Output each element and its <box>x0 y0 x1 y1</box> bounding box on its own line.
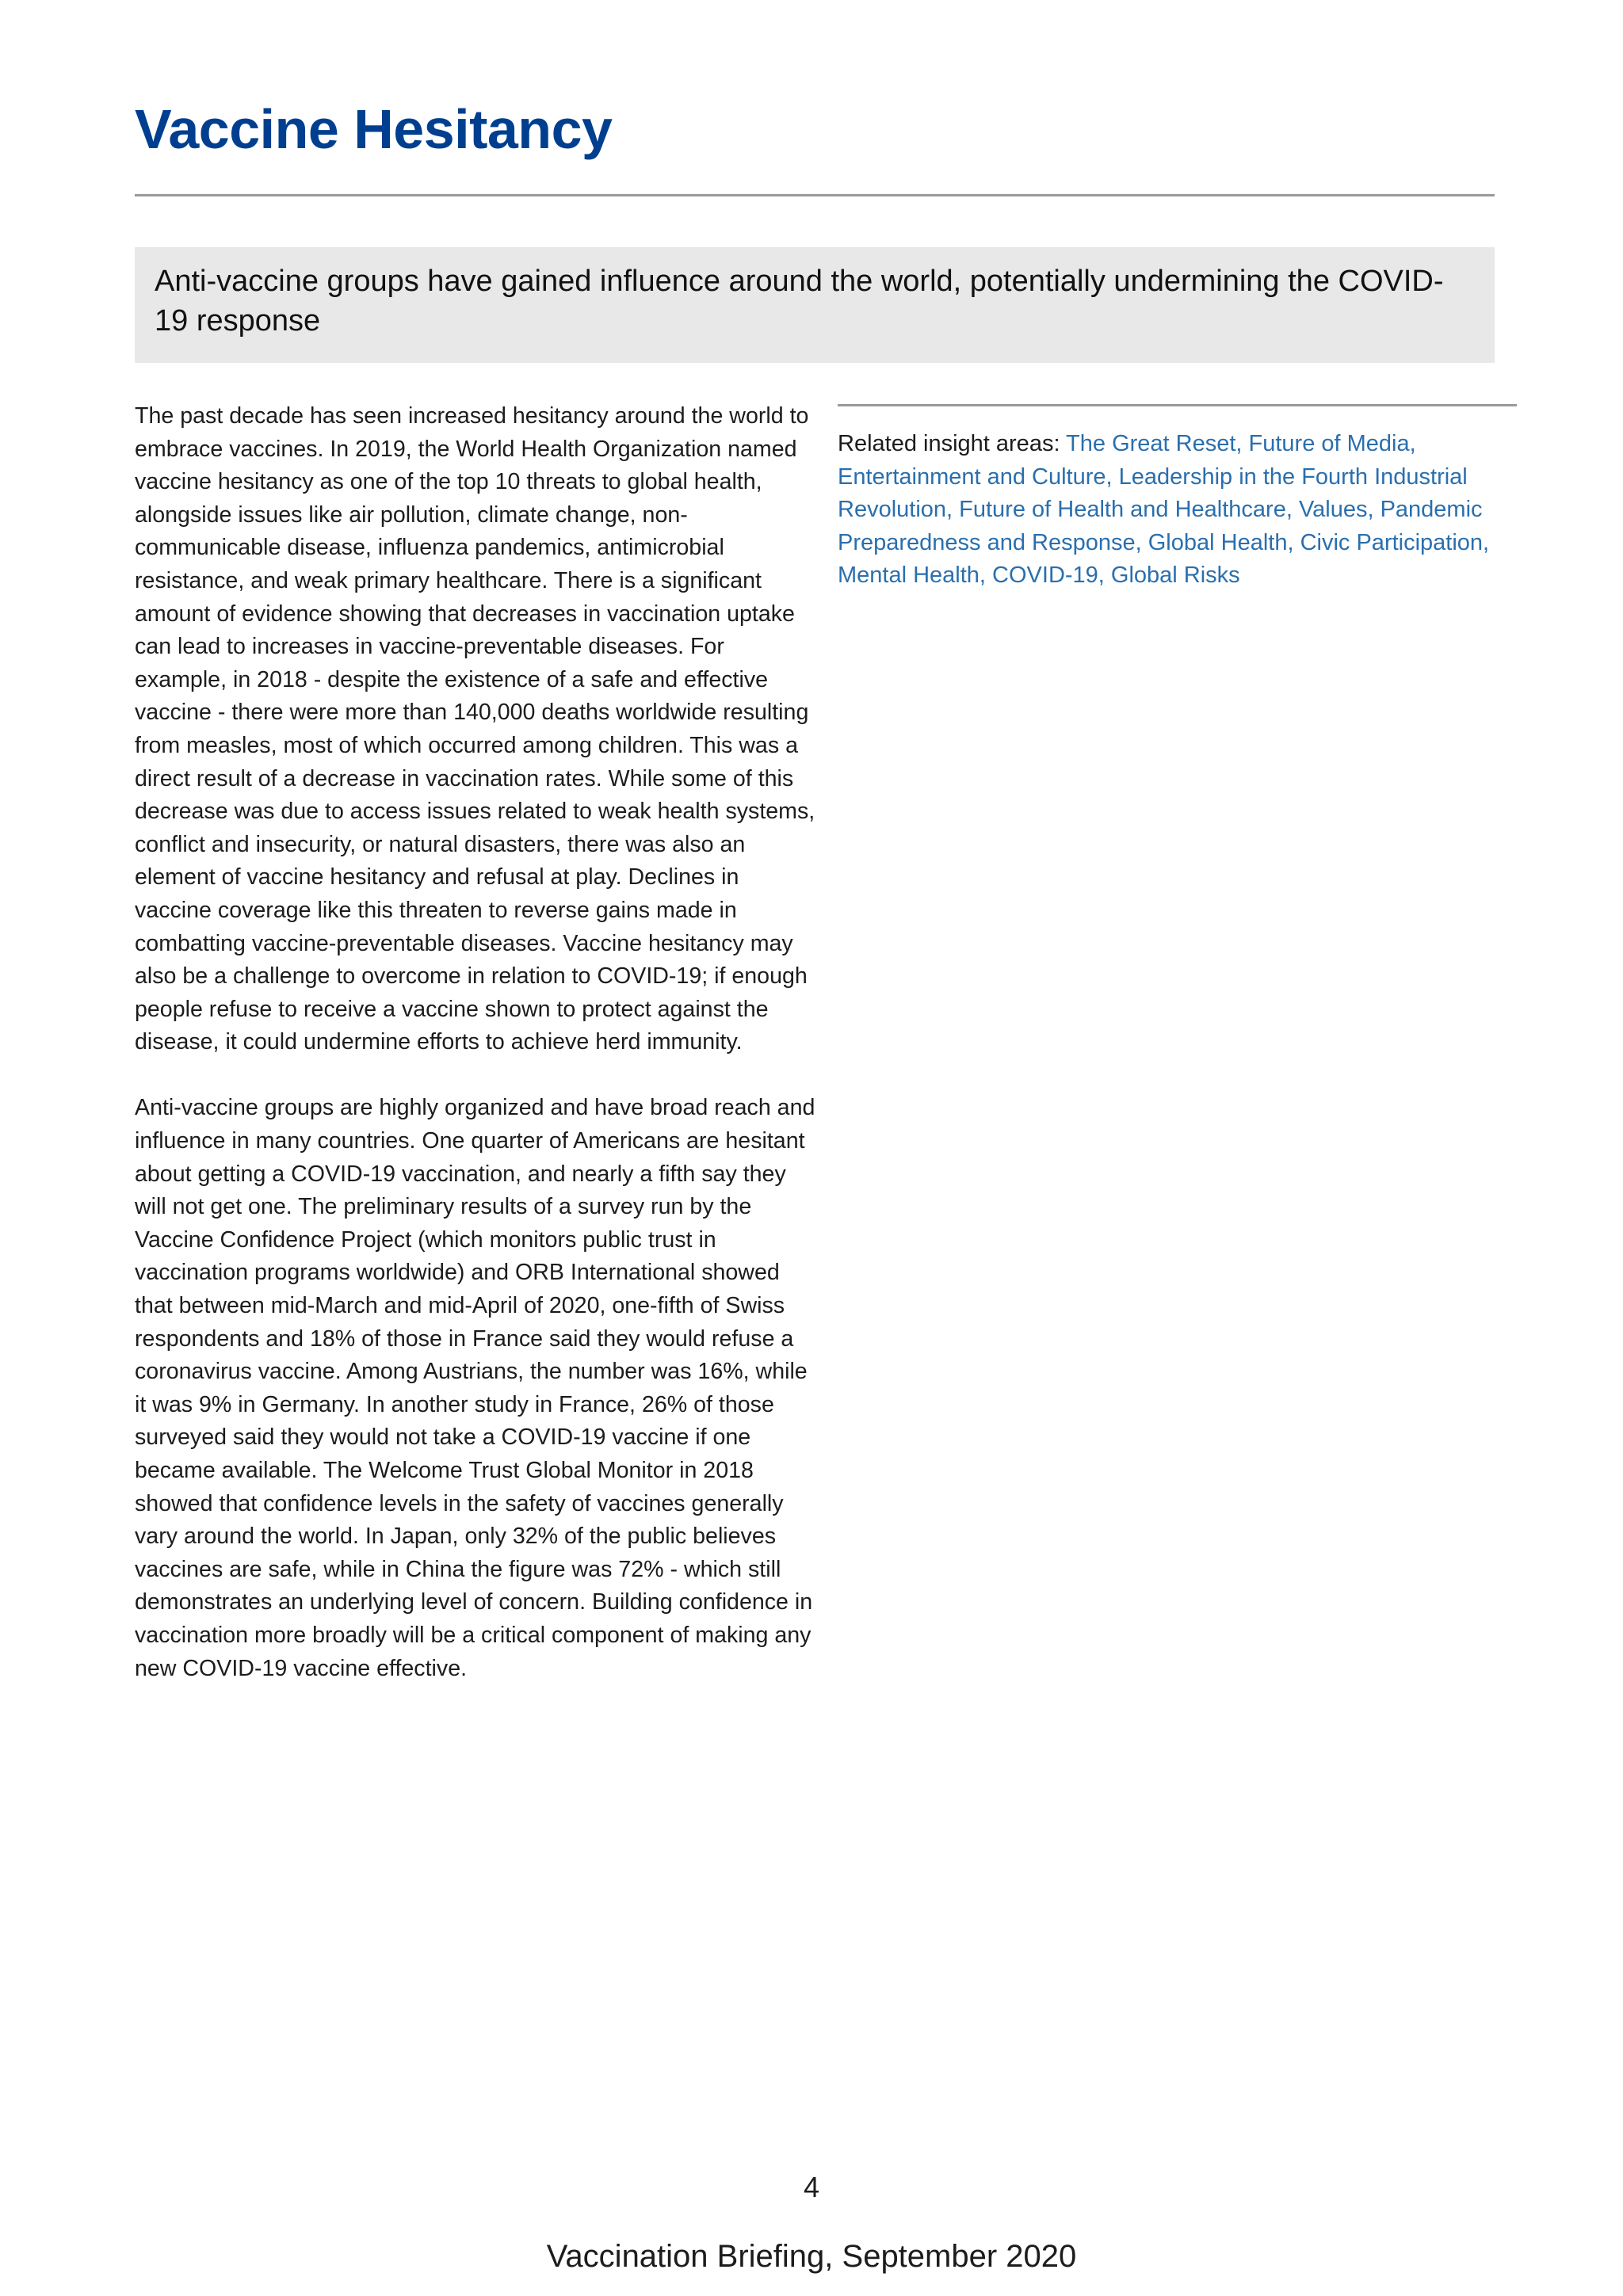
title-divider <box>135 194 1495 196</box>
related-insights <box>838 428 1519 593</box>
body-column <box>135 400 816 1718</box>
body-paragraph-2: Anti-vaccine groups are highly organized and have broad reach and influence in many countries. One quarter of Americans are hesitant about getting a COVID-19 vaccination, and nearly a fifth say they will not get one. The preliminary results of a survey run by the Vaccine Confidence Project (which monitors public trust in vaccination programs worldwide) and ORB International showed that between mid-March and mid-April of 2020, one-fifth of Swiss respondents and 18% of those in France said they would refuse a coronavirus vaccine. Among Austrians, the number was 16%, while it was 9% in Germany. In another study in France, 26% of those surveyed said they would not take a COVID-19 vaccine if one became available. The Welcome Trust Global Monitor in 2018 showed that confidence levels in the safety of vaccines generally vary around the world. In Japan, only 32% of the public believes vaccines are safe, while in China the figure was 72% - which still demonstrates an underlying level of concern. Building confidence in vaccination more broadly will be a critical component of making any new COVID-19 vaccine effective. <box>135 1095 815 1681</box>
related-divider <box>838 404 1517 406</box>
related-links[interactable]: The Great Reset, Future of Media, Entertainment and Culture, Leadership in the Fourth Industrial Revolution, Future of Health and Healthcare, Values, Pandemic Preparedness and Response, Global Health, Civic Participation, Mental Health, COVID-19, Global Risks <box>838 431 1490 589</box>
page-number: 4 <box>803 2171 820 2203</box>
headline-text: Anti-vaccine groups have gained influence around the world, potentially undermining the COVID-19 response <box>155 265 1444 338</box>
footer-text: Vaccination Briefing, September 2020 <box>546 2239 1077 2274</box>
page-title: Vaccine Hesitancy <box>135 98 613 160</box>
related-label: Related insight areas: <box>838 431 1060 456</box>
body-paragraph-1: The past decade has seen increased hesitancy around the world to embrace vaccines. In 2019, the World Health Organization named vaccine hesitancy as one of the top 10 threats to global health, alongside issues like air pollution, climate change, non-communicable disease, influenza pandemics, antimicrobial resistance, and weak primary healthcare. There is a significant amount of evidence showing that decreases in vaccination uptake can lead to increases in vaccine-preventable diseases. For example, in 2018 - despite the existence of a safe and effective vaccine - there were more than 140,000 deaths worldwide resulting from measles, most of which occurred among children. This was a direct result of a decrease in vaccination rates. While some of this decrease was due to access issues related to weak health systems, conflict and insecurity, or natural disasters, there was also an element of vaccine hesitancy and refusal at play. Declines in vaccine coverage like this threaten to reverse gains made in combatting vaccine-preventable diseases. Vaccine hesitancy may also be a challenge to overcome in relation to COVID-19; if enough people refuse to receive a vaccine shown to protect against the disease, it could undermine efforts to achieve herd immunity. <box>135 403 815 1055</box>
headline-box <box>135 247 1495 363</box>
